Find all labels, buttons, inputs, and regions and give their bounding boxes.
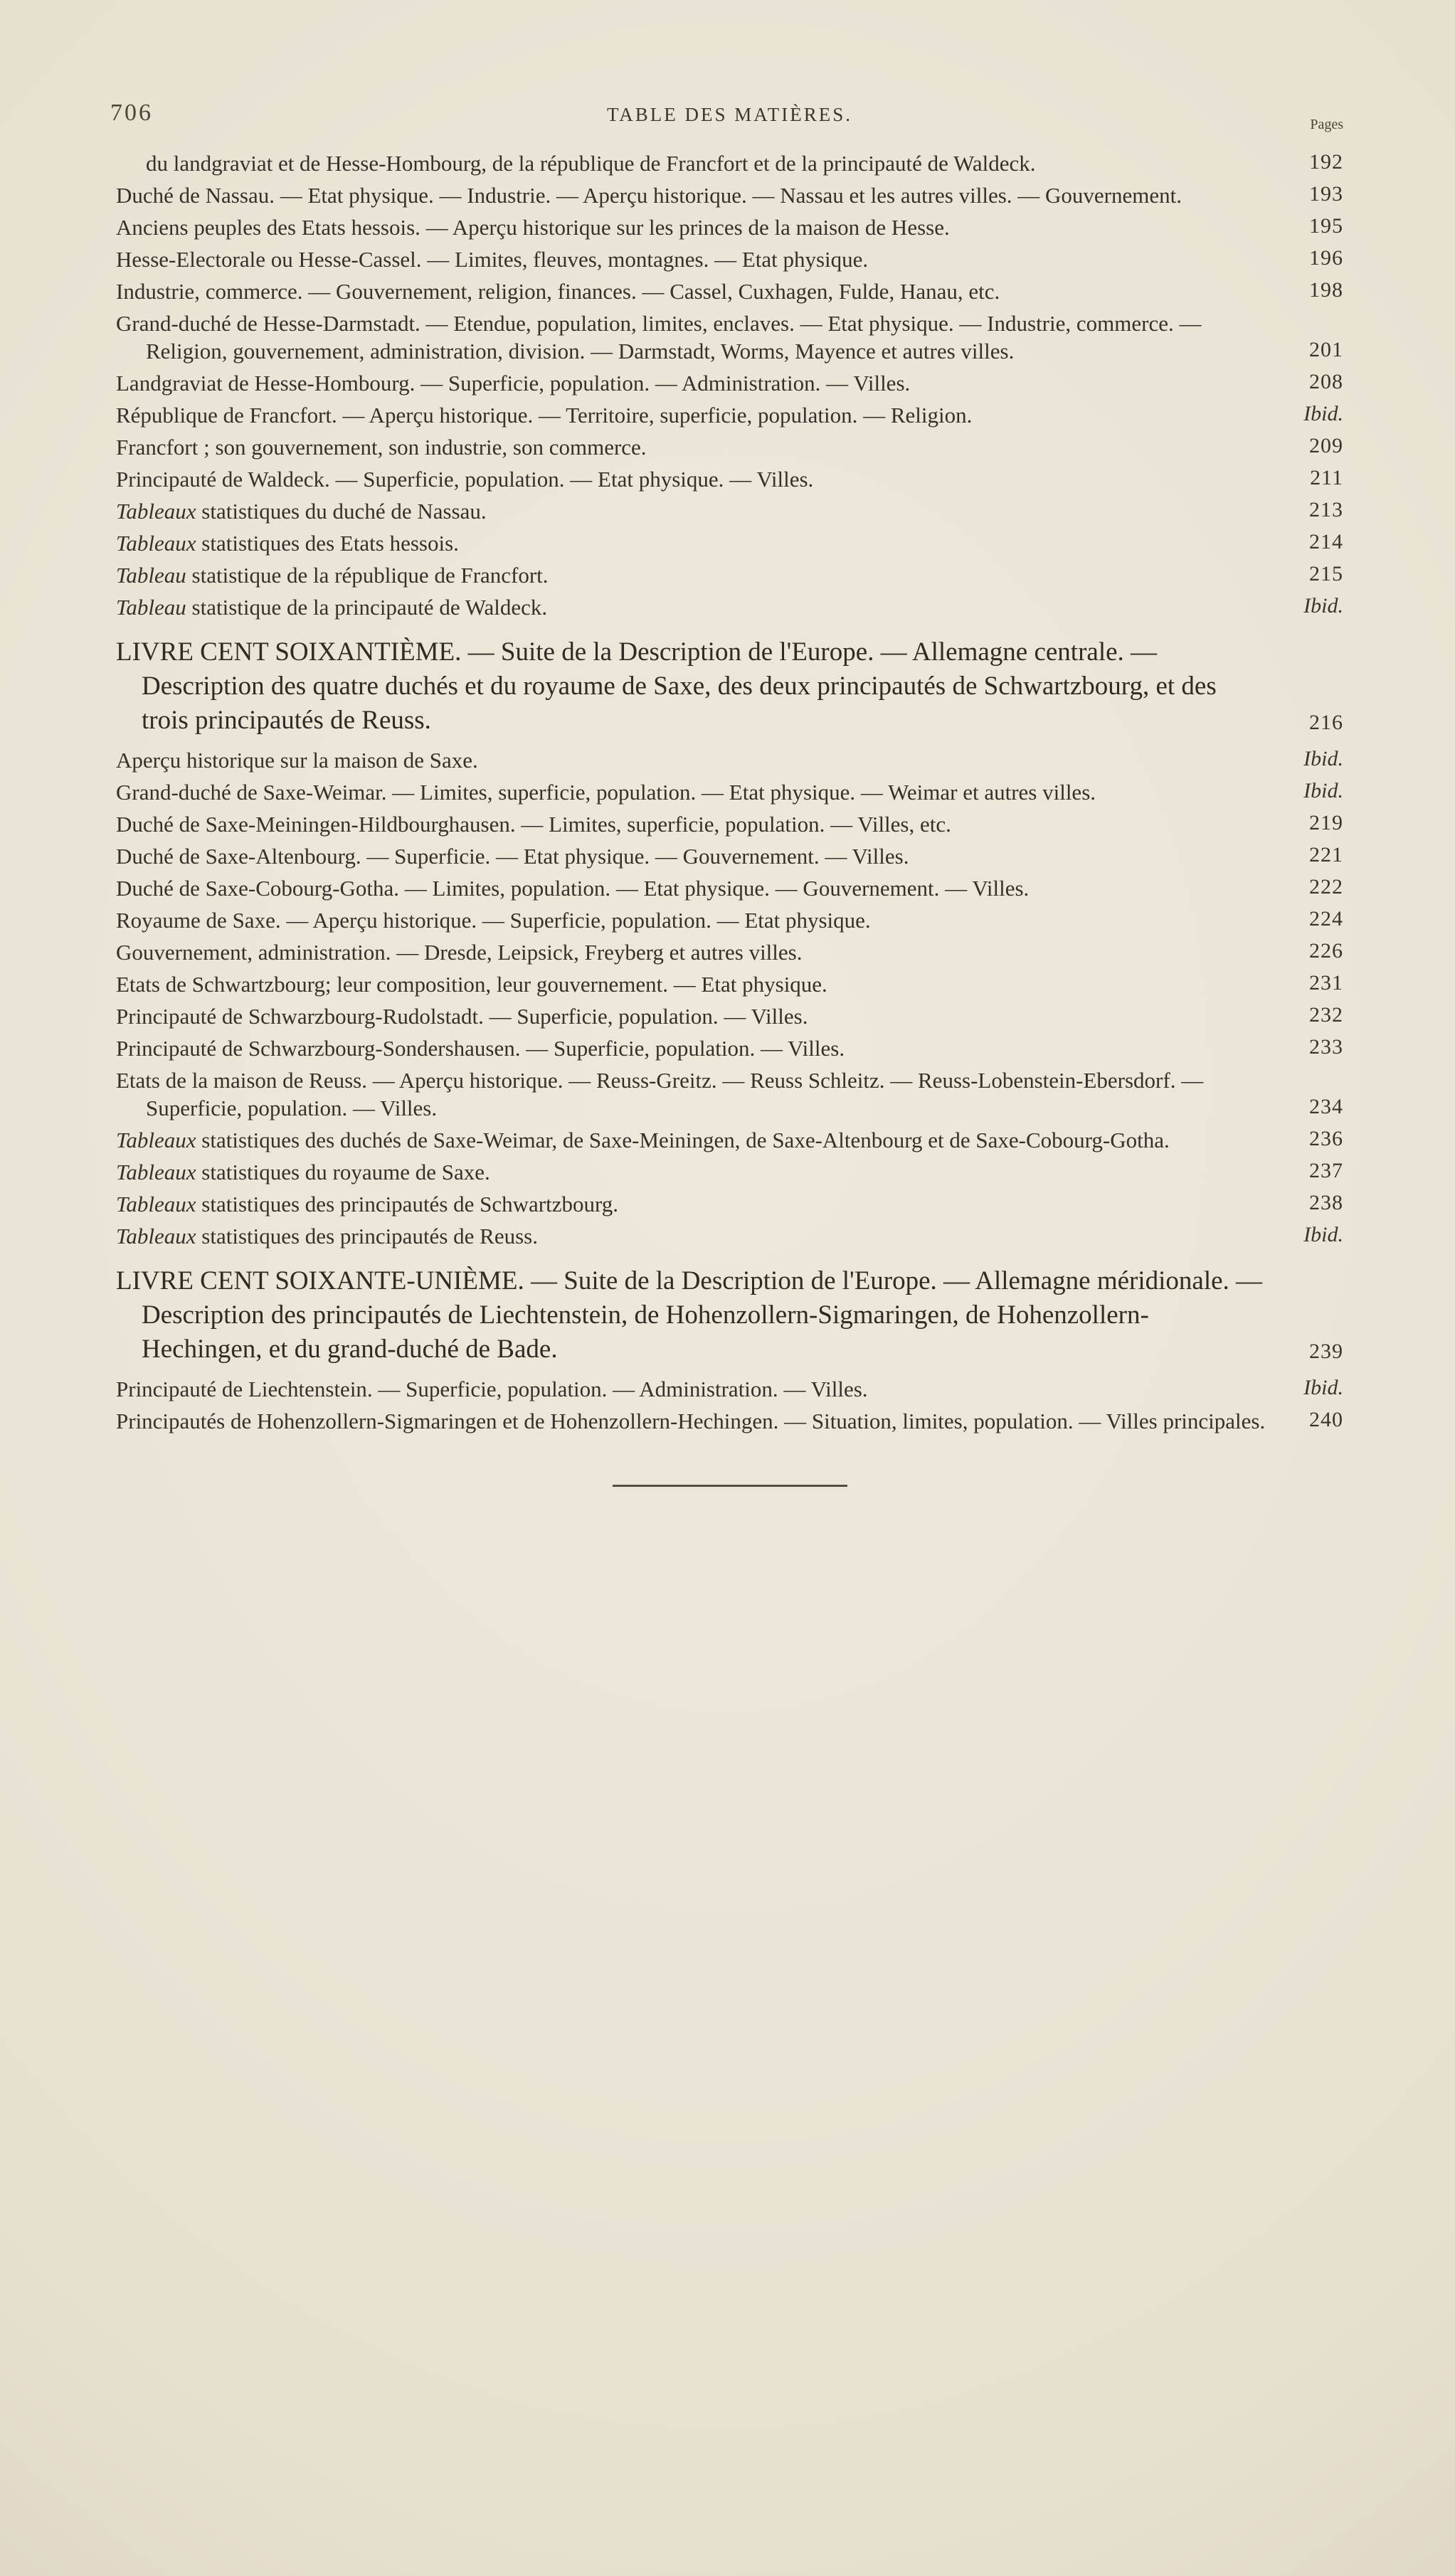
toc-page-number: 209 (1309, 434, 1343, 457)
toc-entry (116, 433, 1343, 461)
toc-page-number: 213 (1309, 498, 1343, 521)
toc-page-number: 239 (1309, 1340, 1343, 1363)
toc-page-number: 237 (1309, 1159, 1343, 1182)
page-content (110, 91, 1343, 1487)
toc-entry-lead: Tableaux (116, 1160, 196, 1184)
toc-entry (116, 277, 1343, 305)
toc-entry (116, 778, 1343, 806)
folio-number: 706 (110, 100, 153, 126)
toc-entry (116, 1002, 1343, 1030)
toc-entry-text: Duché de Saxe-Cobourg-Gotha. — Limites, population. — Etat physique. — Gouvernement. — Villes. (116, 876, 1030, 901)
toc-entry-text: Anciens peuples des Etats hessois. — Aperçu historique sur les princes de la maison de Hesse. (116, 215, 950, 240)
toc-page-number: Ibid. (1303, 747, 1343, 770)
toc-entry (116, 1375, 1343, 1403)
toc-entry (116, 906, 1343, 934)
toc-entry (116, 401, 1343, 429)
toc-entry (116, 1034, 1343, 1062)
toc-entry (116, 149, 1343, 177)
toc-entry-text: Aperçu historique sur la maison de Saxe. (116, 748, 478, 773)
section-end-rule (613, 1485, 847, 1487)
toc-entry-text: statistiques des Etats hessois. (196, 531, 459, 556)
toc-entry-text: statistiques des principautés de Schwartzbourg. (196, 1192, 618, 1217)
toc-entry (116, 746, 1343, 774)
toc-page-number: 219 (1309, 811, 1343, 834)
toc-entry (116, 245, 1343, 273)
toc-entry-text: Principauté de Schwarzbourg-Sondershausen. — Superficie, population. — Villes. (116, 1036, 845, 1061)
toc-entry-lead: Tableaux (116, 499, 196, 524)
toc-page-number: Ibid. (1303, 779, 1343, 802)
toc-entry-text: Gouvernement, administration. — Dresde, Leipsick, Freyberg et autres villes. (116, 940, 803, 965)
toc-entry-text: Etats de la maison de Reuss. — Aperçu historique. — Reuss-Greitz. — Reuss Schleitz. — Reuss-Lobenstein-Ebersdorf. — Superficie, population. — Villes. (116, 1068, 1204, 1120)
page-title: TABLE DES MATIÈRES. (606, 104, 853, 125)
toc-page-number: 201 (1309, 338, 1343, 361)
toc-entry (116, 970, 1343, 998)
toc-entry-book-heading (116, 635, 1343, 738)
toc-page-number: 192 (1309, 150, 1343, 174)
toc-page-number: 216 (1309, 711, 1343, 734)
toc-entry-text: statistiques des duchés de Saxe-Weimar, de Saxe-Meiningen, de Saxe-Altenbourg et de Saxe-Cobourg-Gotha. (196, 1128, 1170, 1152)
toc-entry (116, 842, 1343, 870)
toc-entry-lead: Tableaux (116, 1224, 196, 1249)
toc-entry-text: Hesse-Electorale ou Hesse-Cassel. — Limites, fleuves, montagnes. — Etat physique. (116, 247, 869, 272)
toc-entry-lead: Tableaux (116, 531, 196, 556)
toc-entry-text: Principauté de Liechtenstein. — Superficie, population. — Administration. — Villes. (116, 1377, 868, 1401)
toc-entry (116, 593, 1343, 621)
toc-entry-text: Etats de Schwartzbourg; leur composition, leur gouvernement. — Etat physique. (116, 972, 827, 997)
toc-entry-text: Principauté de Schwarzbourg-Rudolstadt. — Superficie, population. — Villes. (116, 1004, 808, 1029)
toc-entry (116, 181, 1343, 209)
toc-entry-lead: Tableau (116, 595, 186, 620)
toc-page-number: 232 (1309, 1003, 1343, 1027)
toc-entry-text: statistique de la principauté de Waldeck. (186, 595, 548, 620)
toc-entry (116, 874, 1343, 902)
toc-page-number: 196 (1309, 246, 1343, 270)
toc-page-number: 221 (1309, 843, 1343, 866)
toc-entry-text: statistiques du duché de Nassau. (196, 499, 487, 524)
toc-entry-text: statistiques des principautés de Reuss. (196, 1224, 538, 1249)
toc-entry (116, 309, 1343, 365)
toc-page-number: 211 (1310, 466, 1343, 489)
toc-entry-text: Landgraviat de Hesse-Hombourg. — Superficie, population. — Administration. — Villes. (116, 371, 911, 396)
toc-entry-text: Principauté de Waldeck. — Superficie, population. — Etat physique. — Villes. (116, 467, 814, 492)
toc-entry (116, 1190, 1343, 1218)
toc-entry (116, 1222, 1343, 1250)
toc-entry-text: Duché de Saxe-Altenbourg. — Superficie. — Etat physique. — Gouvernement. — Villes. (116, 844, 909, 869)
toc-page-number: 208 (1309, 370, 1343, 393)
toc-page-number: 195 (1309, 214, 1343, 238)
toc-entry-text: République de Francfort. — Aperçu historique. — Territoire, superficie, population. — Religion. (116, 403, 973, 428)
toc-entry (116, 1407, 1343, 1435)
toc-entry (116, 1158, 1343, 1186)
toc-page-number: Ibid. (1303, 594, 1343, 618)
toc-entry-text: Duché de Nassau. — Etat physique. — Industrie. — Aperçu historique. — Nassau et les autres villes. — Gouvernement. (116, 183, 1182, 208)
toc-page-number: Ibid. (1303, 1223, 1343, 1246)
toc-entry (116, 529, 1343, 557)
toc-page-number: 193 (1309, 182, 1343, 206)
toc-entry (116, 1126, 1343, 1154)
toc-entry-text: Grand-duché de Hesse-Darmstadt. — Etendue, population, limites, enclaves. — Etat physique. — Industrie, commerce. — Religion, gouvernement, administration, division. — Darmstadt, Worms, Mayence et autres villes. (116, 311, 1202, 364)
toc-entry-text: Principautés de Hohenzollern-Sigmaringen et de Hohenzollern-Hechingen. — Situation, limites, population. — Villes principales. (116, 1409, 1266, 1433)
toc-entry-lead: Tableaux (116, 1192, 196, 1217)
toc-entry-text: du landgraviat et de Hesse-Hombourg, de la république de Francfort et de la principauté de Waldeck. (146, 151, 1036, 176)
toc-entry-book-heading (116, 1264, 1343, 1367)
toc-page-number: 222 (1309, 875, 1343, 899)
toc-page-number: 236 (1309, 1127, 1343, 1150)
toc-entry (116, 213, 1343, 241)
toc-entry (116, 465, 1343, 493)
toc-entry-text: statistiques du royaume de Saxe. (196, 1160, 490, 1184)
toc-entry-text: LIVRE CENT SOIXANTIÈME. — Suite de la Description de l'Europe. — Allemagne centrale. — Description des quatre duchés et du royaume de Saxe, des deux principautés de Schwartzbourg, et des trois principautés de Reuss. (116, 637, 1217, 735)
toc-page-number: 233 (1309, 1035, 1343, 1059)
toc-entry-text: Duché de Saxe-Meiningen-Hildbourghausen. — Limites, superficie, population. — Villes, etc. (116, 812, 951, 837)
toc-entry-text: Industrie, commerce. — Gouvernement, religion, finances. — Cassel, Cuxhagen, Fulde, Hanau, etc. (116, 279, 1000, 304)
toc-entry (116, 497, 1343, 525)
table-of-contents (116, 149, 1343, 1435)
toc-entry (116, 369, 1343, 397)
toc-entry-text: LIVRE CENT SOIXANTE-UNIÈME. — Suite de la Description de l'Europe. — Allemagne méridionale. — Description des principautés de Liechtenstein, de Hohenzollern-Sigmaringen, de Hohenzollern-Hechingen, et du grand-duché de Bade. (116, 1266, 1263, 1364)
toc-page-number: 231 (1309, 971, 1343, 995)
toc-page-number: 214 (1309, 530, 1343, 553)
toc-page-number: 224 (1309, 907, 1343, 931)
toc-entry-text: Grand-duché de Saxe-Weimar. — Limites, superficie, population. — Etat physique. — Weimar et autres villes. (116, 780, 1096, 805)
toc-entry-text: Royaume de Saxe. — Aperçu historique. — Superficie, population. — Etat physique. (116, 908, 871, 933)
toc-entry-lead: Tableaux (116, 1128, 196, 1152)
pages-column-label: Pages (1310, 117, 1343, 132)
toc-page-number: Ibid. (1303, 402, 1343, 425)
toc-page-number: 215 (1309, 562, 1343, 585)
toc-entry (116, 561, 1343, 589)
toc-entry-lead: Tableau (116, 563, 186, 588)
page-header (110, 91, 1343, 147)
toc-entry (116, 938, 1343, 966)
toc-entry-text: Francfort ; son gouvernement, son industrie, son commerce. (116, 435, 647, 460)
toc-page-number: 226 (1309, 939, 1343, 963)
toc-entry (116, 1066, 1343, 1122)
toc-page-number: 238 (1309, 1191, 1343, 1214)
toc-page-number: 240 (1309, 1408, 1343, 1431)
toc-page-number: Ibid. (1303, 1376, 1343, 1399)
toc-page-number: 198 (1309, 278, 1343, 302)
toc-page-number: 234 (1309, 1095, 1343, 1118)
toc-entry-text: statistique de la république de Francfort. (186, 563, 549, 588)
toc-entry (116, 810, 1343, 838)
